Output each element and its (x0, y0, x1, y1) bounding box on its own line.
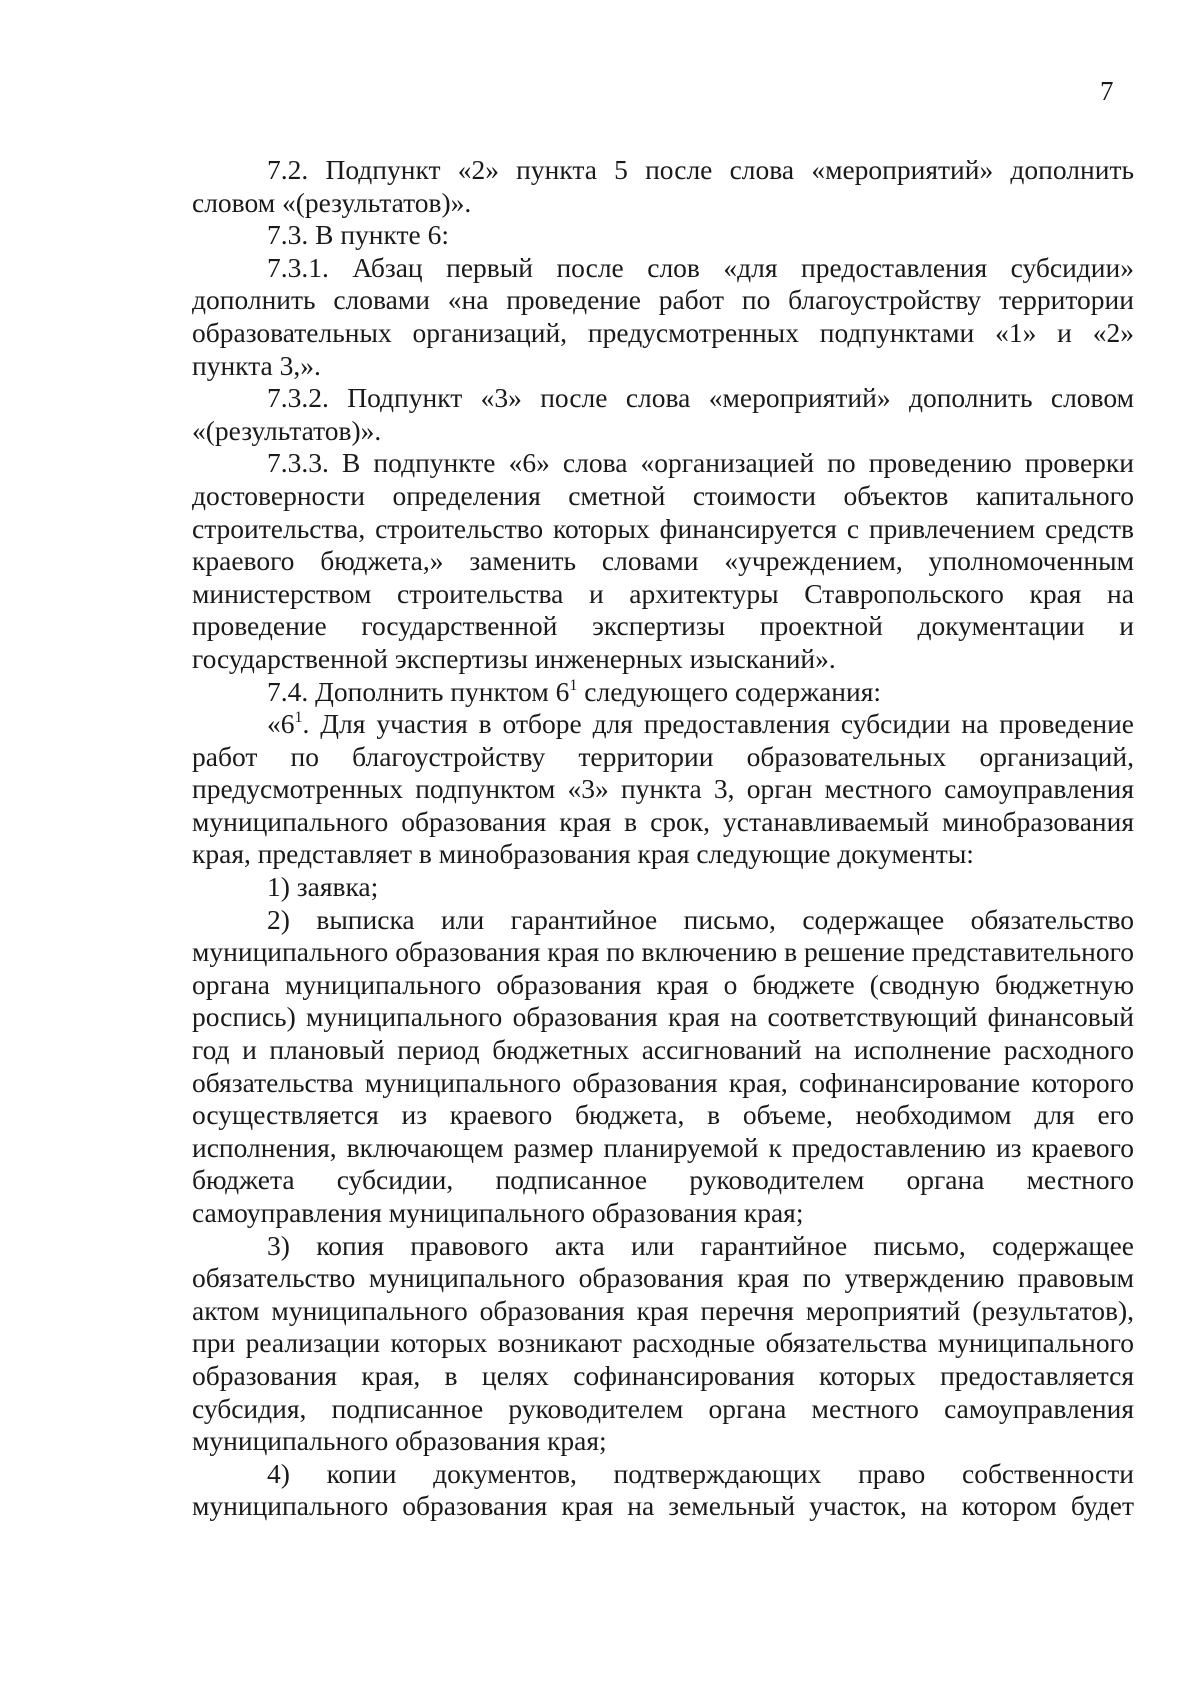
paragraph-7-3-3: 7.3.3. В подпункте «6» слова «организацией по проведению проверки достоверности определения сметной стоимости объектов капитального строительства, строительство которых финансируется с привлечением средств краевого бюджета,» заменить словами «учреждением, уполномоченным министерством строительства и архитектуры Ставропольского края на проведение государственной экспертизы проектной документации и государственной экспертизы инженерных изысканий». (192, 447, 1134, 674)
paragraph-6-1-lead: «6 (267, 708, 295, 740)
paragraph-7-3-2: 7.3.2. Подпункт «3» после слова «мероприятий» дополнить словом «(результатов)». (192, 382, 1134, 446)
list-item-3: 3) копия правового акта или гарантийное письмо, содержащее обязательство муниципального образования края по утверждению правовым актом муниципального образования края перечня мероприятий (результатов), при реализации которых возникают расходные обязательства муниципального образования края, в целях софинансирования которых предоставляется субсидия, подписанное руководителем органа местного самоуправления муниципального образования края; (192, 1229, 1134, 1457)
paragraph-7-4-lead: 7.4. Дополнить пунктом 6 (267, 675, 570, 707)
document-body (192, 154, 1134, 1523)
list-item-2: 2) выписка или гарантийное письмо, содержащее обязательство муниципального образования края по включению в решение представительного органа муниципального образования края о бюджете (сводную бюджетную роспись) муниципального образования края на соответствующий финансовый год и плановый период бюджетных ассигнований на исполнение расходного обязательства муниципального образования края, софинансирование которого осуществляется из краевого бюджета, в объеме, необходимом для его исполнения, включающем размер планируемой к предоставлению из краевого бюджета субсидии, подписанное руководителем органа местного самоуправления муниципального образования края; (192, 903, 1134, 1228)
paragraph-7-3: 7.3. В пункте 6: (267, 219, 450, 251)
paragraph-6-1-tail: . Для участия в отборе для предоставления субсидии на проведение работ по благоустройству территории образовательных организаций, предусмотренных подпунктом «3» пункта 3, орган местного самоуправления муниципального образования края в срок, устанавливаемый минобразования края, представляет в минобразования края следующие документы: (192, 708, 1134, 870)
paragraph-7-4 (192, 676, 1134, 709)
paragraph-6-1 (192, 708, 1134, 871)
page-number: 7 (1100, 76, 1114, 106)
list-item-1: 1) заявка; (267, 871, 379, 903)
paragraph-7-2: 7.2. Подпункт «2» пункта 5 после слова «мероприятий» дополнить словом «(результатов)». (192, 154, 1134, 218)
paragraph-7-3-1: 7.3.1. Абзац первый после слов «для предоставления субсидии» дополнить словами «на проведение работ по благоустройству территории образовательных организаций, предусмотренных подпунктами «1» и «2» пункта 3,». (192, 251, 1134, 381)
paragraph-7-4-tail: следующего содержания: (577, 675, 881, 707)
superscript-1: 1 (569, 676, 578, 694)
list-item-4: 4) копии документов, подтверждающих право собственности муниципального образования края на земельный участок, на котором будет (192, 1457, 1134, 1522)
superscript-1: 1 (294, 709, 303, 727)
